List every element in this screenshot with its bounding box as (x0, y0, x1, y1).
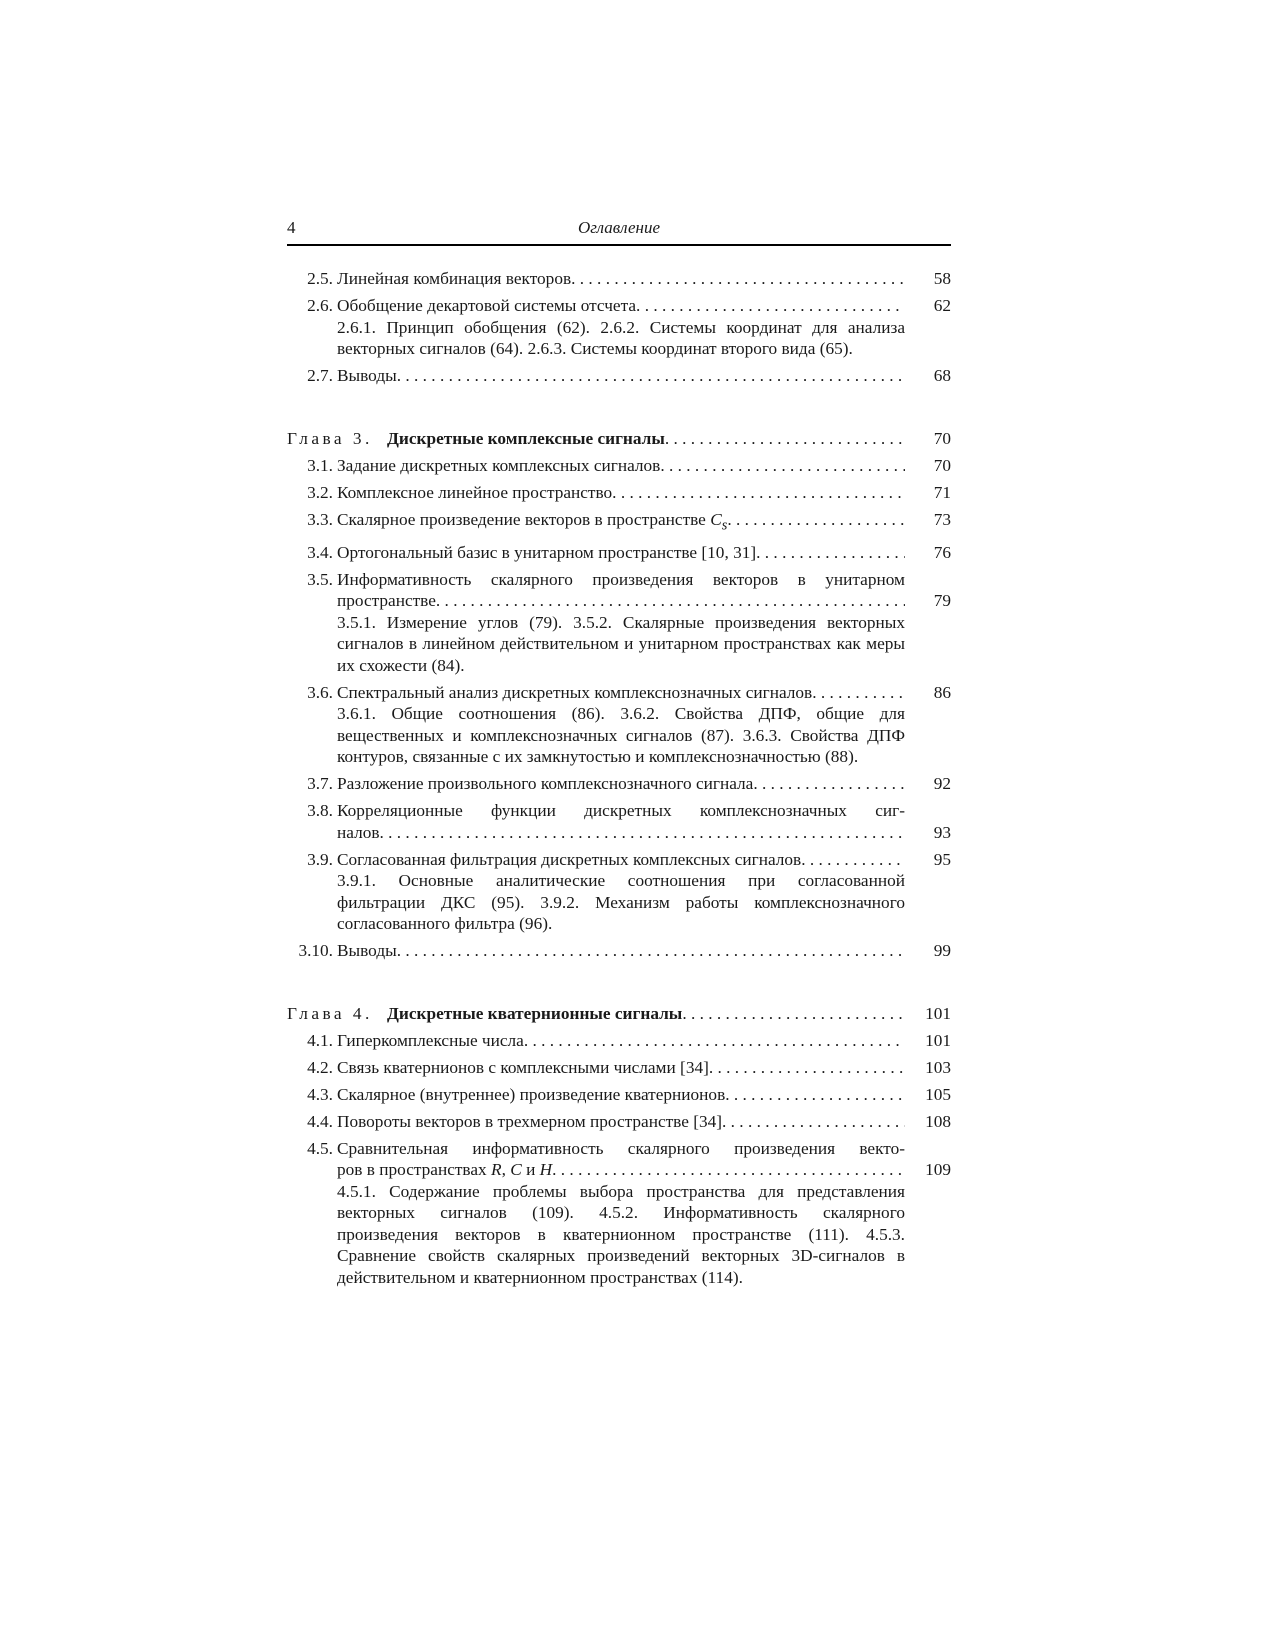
entry-page: 71 (933, 482, 951, 502)
entry-title: Связь кватернионов с комплексными числами [34] (337, 1057, 709, 1077)
toc-entry[interactable] (287, 569, 951, 677)
entry-title-line: пространстве (337, 591, 436, 611)
entry-title: Ортогональный базис в унитарном пространстве [10, 31] (337, 542, 757, 562)
math-symbol: C (710, 509, 722, 529)
entry-title: Скалярное произведение векторов в пространстве (337, 509, 706, 529)
toc-entry[interactable] (287, 1138, 951, 1289)
dot-leader (397, 940, 905, 962)
entry-page: 62 (933, 296, 951, 315)
math-subscript: s (721, 516, 728, 533)
math-symbol: C (510, 1160, 522, 1180)
entry-page: 103 (925, 1057, 951, 1077)
entry-number: 3.4. (307, 542, 333, 562)
toc-entry[interactable] (287, 365, 951, 387)
entry-title: Согласованная фильтрация дискретных комплексных сигналов (337, 849, 802, 869)
entry-number: 2.7. (307, 366, 333, 385)
dot-leader (665, 428, 905, 450)
entry-title: Линейная комбинация векторов (337, 269, 572, 288)
dot-leader (636, 295, 905, 317)
toc-entry[interactable] (287, 268, 951, 290)
toc-entry[interactable] (287, 800, 951, 843)
subsection-list: 2.6.1. Принцип обобщения (62). 2.6.2. Системы координат для анализа векторных сигналов (64). 2.6.3. Системы координат второго вида (65). (337, 317, 905, 358)
subsection-list: 3.9.1. Основные аналитические соотношения при согласованной фильтрации ДКС (95). 3.9.2. Механизм работы комплекснозначного согласованного фильтра (96). (337, 871, 905, 934)
entry-number: 2.5. (307, 269, 333, 288)
toc-entry[interactable] (287, 1057, 951, 1079)
entry-page: 101 (925, 1003, 951, 1023)
toc-entry[interactable] (287, 940, 951, 962)
entry-title-line: ров в пространствах (337, 1160, 487, 1180)
dot-leader (612, 482, 905, 504)
entry-number: 3.1. (307, 455, 333, 475)
dot-leader (436, 590, 905, 612)
dot-leader (753, 773, 905, 795)
entry-page: 99 (933, 941, 951, 961)
entry-title: Обобщение декартовой системы отсчета (337, 296, 637, 315)
dot-leader (725, 1084, 905, 1106)
entry-number: 4.1. (307, 1030, 333, 1050)
dot-leader (756, 542, 905, 564)
entry-page: 109 (925, 1160, 951, 1180)
entry-page: 70 (933, 428, 951, 448)
entry-number: 3.2. (307, 482, 333, 502)
entry-page: 68 (933, 366, 951, 385)
entry-number: 3.7. (307, 774, 333, 794)
toc-entry[interactable] (287, 849, 951, 935)
entry-page: 76 (933, 542, 951, 562)
toc-entry[interactable] (287, 482, 951, 504)
chapter-label: Глава 3. (287, 428, 373, 448)
entry-title: Гиперкомплексные числа (337, 1030, 524, 1050)
toc-entry[interactable] (287, 295, 951, 360)
dot-leader (709, 1057, 905, 1079)
toc-entry[interactable] (287, 773, 951, 795)
dot-leader (571, 268, 905, 290)
toc-entry[interactable] (287, 455, 951, 477)
toc-chapter[interactable] (287, 1003, 951, 1025)
dot-leader (727, 509, 905, 537)
toc-entry[interactable] (287, 542, 951, 564)
entry-page: 105 (925, 1084, 951, 1104)
dot-leader (524, 1030, 905, 1052)
running-title: Оглавление (577, 218, 661, 237)
entry-number: 2.6. (307, 296, 333, 315)
subsection-list: 3.5.1. Измерение углов (79). 3.5.2. Скалярные произведения векторных сигналов в линейном действительном и унитарном пространствах как меры их схожести (84). (337, 612, 905, 675)
entry-page: 86 (933, 682, 951, 702)
dot-leader (682, 1003, 905, 1025)
entry-page: 73 (933, 509, 951, 529)
entry-number: 3.3. (307, 509, 333, 529)
chapter-label: Глава 4. (287, 1003, 373, 1023)
entry-number: 3.9. (307, 849, 333, 869)
dot-leader (380, 822, 906, 844)
entry-number: 4.3. (307, 1084, 333, 1104)
chapter-title: Дискретные комплексные сигналы (387, 428, 665, 448)
entry-title-line: Информативность скалярного произведения векторов в унитарном (337, 569, 905, 589)
running-header (287, 218, 951, 246)
toc-entry[interactable] (287, 1030, 951, 1052)
entry-title: Выводы (337, 366, 397, 385)
entry-page: 95 (933, 849, 951, 869)
separator: и (526, 1160, 536, 1180)
dot-leader (812, 682, 905, 704)
entry-page: 93 (933, 822, 951, 842)
math-symbol: H (539, 1160, 553, 1180)
entry-title: Скалярное (внутреннее) произведение кватернионов (337, 1084, 726, 1104)
dot-leader (660, 455, 905, 477)
entry-page: 58 (933, 269, 951, 288)
toc-entry[interactable] (287, 1084, 951, 1106)
toc-entry[interactable] (287, 509, 951, 537)
entry-number: 3.5. (307, 569, 333, 589)
toc-entry[interactable] (287, 1111, 951, 1133)
entry-title-line: налов (337, 822, 380, 842)
table-of-contents (287, 268, 951, 1294)
entry-title: Разложение произвольного комплекснозначного сигнала (337, 774, 754, 794)
entry-page: 79 (933, 591, 951, 611)
entry-title: Комплексное линейное пространство (337, 482, 613, 502)
entry-number: 4.5. (307, 1138, 333, 1158)
page-number: 4 (287, 218, 296, 237)
toc-chapter[interactable] (287, 428, 951, 450)
entry-number: 4.4. (307, 1111, 333, 1131)
entry-number: 3.10. (298, 941, 333, 961)
entry-number: 3.6. (307, 682, 333, 702)
dot-leader (552, 1159, 905, 1181)
entry-title-line: Корреляционные функции дискретных комплекснозначных сиг- (337, 801, 905, 821)
entry-title: Спектральный анализ дискретных комплекснозначных сигналов (337, 682, 813, 702)
entry-title-line: Сравнительная информативность скалярного произведения векто- (337, 1138, 905, 1158)
entry-number: 4.2. (307, 1057, 333, 1077)
entry-page: 101 (925, 1030, 951, 1050)
subsection-list: 3.6.1. Общие соотношения (86). 3.6.2. Свойства ДПФ, общие для вещественных и комплекснозначных сигналов (87). 3.6.3. Свойства ДПФ контуров, связанные с их замкнутостью и комплекснозначностью (88). (337, 704, 905, 767)
entry-title: Повороты векторов в трехмерном пространстве [34] (337, 1111, 723, 1131)
entry-title: Выводы (337, 941, 397, 961)
entry-page: 108 (925, 1111, 951, 1131)
dot-leader (801, 849, 905, 871)
separator: , (501, 1160, 506, 1180)
chapter-title: Дискретные кватернионные сигналы (387, 1003, 683, 1023)
toc-entry[interactable] (287, 682, 951, 768)
entry-title: Задание дискретных комплексных сигналов (337, 455, 661, 475)
dot-leader (722, 1111, 905, 1133)
entry-number: 3.8. (307, 801, 333, 821)
entry-page: 70 (933, 455, 951, 475)
dot-leader (397, 365, 905, 387)
entry-page: 92 (933, 774, 951, 794)
subsection-list: 4.5.1. Содержание проблемы выбора пространства для представления векторных сигналов (109). 4.5.2. Информативность скалярного произведения векторов в кватернионном пространстве (111). 4.5.3. Сравнение свойств скалярных произведений векторных 3D-сигналов в действительном и кватернионном пространствах (114). (337, 1181, 905, 1287)
math-symbol: R (491, 1160, 502, 1180)
